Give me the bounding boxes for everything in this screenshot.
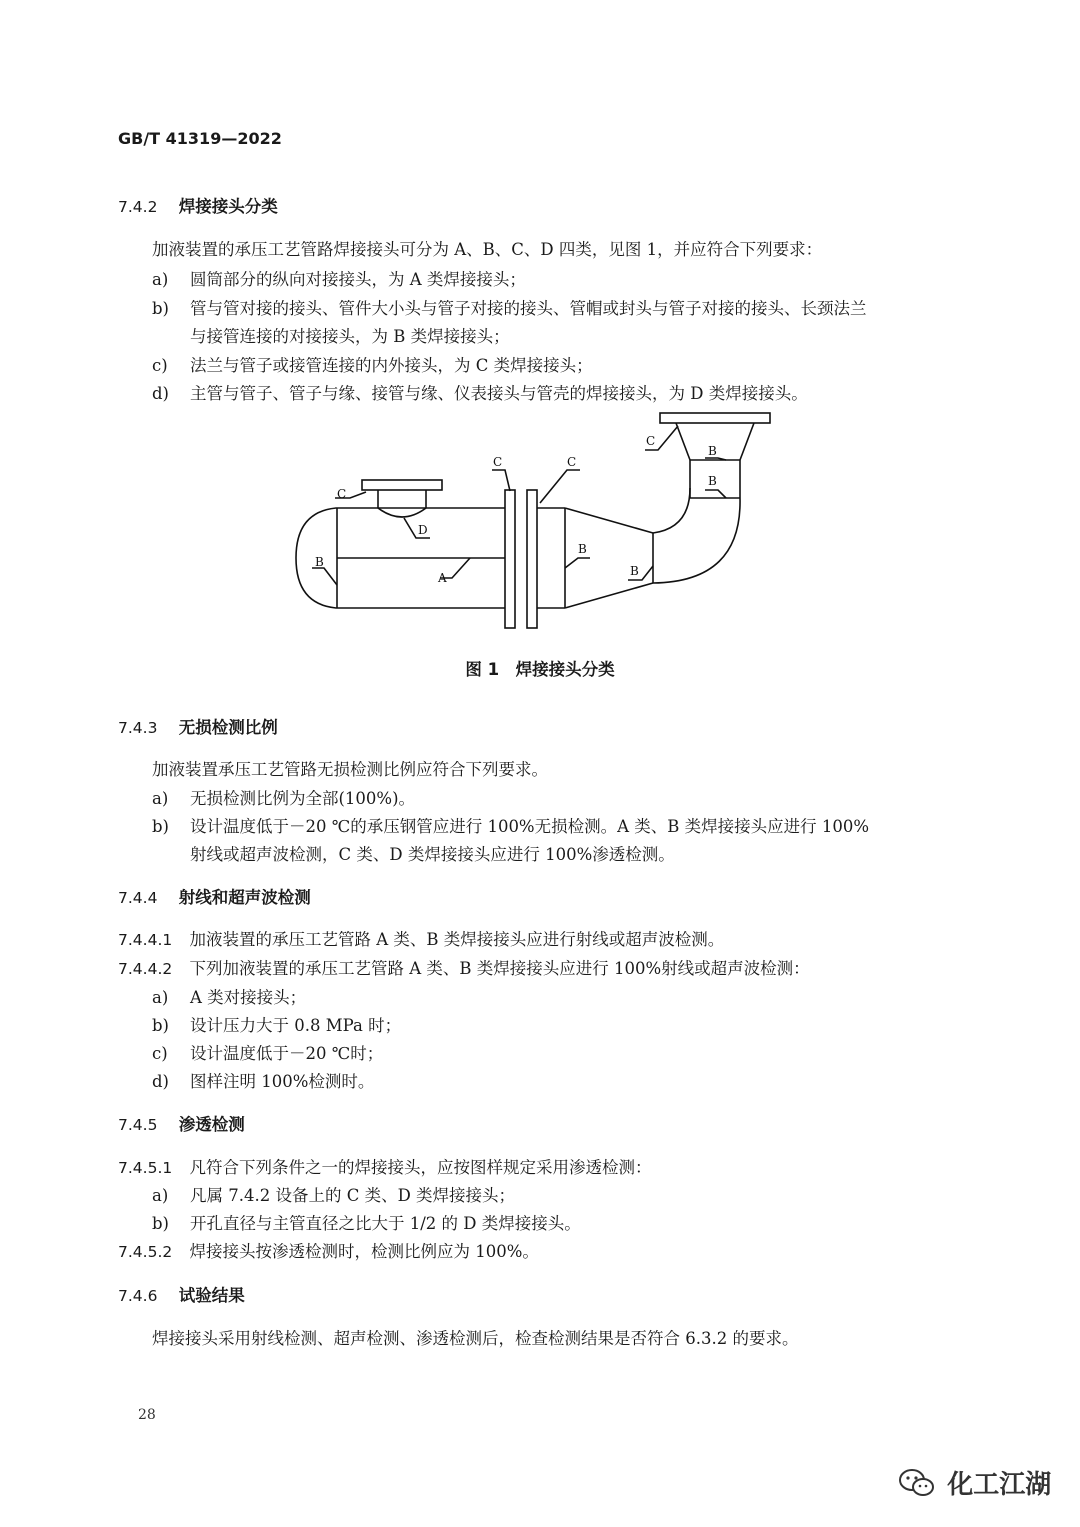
section-number: 7.4.4 xyxy=(118,889,158,907)
label-b: B xyxy=(708,474,717,488)
clause-number: 7.4.5.1 xyxy=(118,1159,173,1177)
list-label: a) xyxy=(152,789,169,808)
list-text: 开孔直径与主管直径之比大于 1/2 的 D 类焊接接头。 xyxy=(190,1214,581,1233)
leader-b xyxy=(312,568,337,585)
clause-text: 加液装置的承压工艺管路 A 类、B 类焊接接头应进行射线或超声波检测。 xyxy=(189,930,725,949)
nozzle-flange xyxy=(362,480,442,490)
list-label: b) xyxy=(152,1214,169,1233)
reducer-top xyxy=(565,508,653,533)
section-title: 渗透检测 xyxy=(178,1115,245,1134)
list-item xyxy=(152,785,415,809)
paragraph: 焊接接头采用射线检测、超声检测、渗透检测后，检查检测结果是否符合 6.3.2 的要求。 xyxy=(152,1329,799,1348)
section-7-4-4-heading xyxy=(118,884,311,908)
clause-number: 7.4.4.2 xyxy=(118,960,173,978)
section-title: 无损检测比例 xyxy=(178,718,278,737)
section-7-4-3-heading xyxy=(118,714,278,738)
list-item xyxy=(152,352,593,376)
section-title: 射线和超声波检测 xyxy=(178,888,311,907)
standard-code: GB/T 41319—2022 xyxy=(118,129,282,148)
label-b: B xyxy=(578,542,587,556)
list-text: 设计温度低于－20 ℃时； xyxy=(190,1044,384,1063)
list-item xyxy=(152,380,808,404)
list-label: c) xyxy=(152,356,168,375)
list-item xyxy=(152,813,869,837)
cone-wall xyxy=(676,423,690,460)
weld-joint-diagram xyxy=(280,405,800,640)
clause-text: 凡符合下列条件之一的焊接接头，应按图样规定采用渗透检测： xyxy=(189,1158,652,1177)
section-7-4-5-heading xyxy=(118,1111,245,1135)
figure-caption: 图 1 焊接接头分类 xyxy=(465,660,615,679)
list-text: 法兰与管子或接管连接的内外接头，为 C 类焊接接头； xyxy=(190,356,593,375)
label-c: C xyxy=(646,434,656,448)
label-a: A xyxy=(438,571,447,585)
watermark-text: 化工江湖 xyxy=(947,1470,1052,1500)
paragraph: 加液装置承压工艺管路无损检测比例应符合下列要求。 xyxy=(152,760,548,779)
page-number: 28 xyxy=(138,1407,156,1423)
flange-right xyxy=(527,490,537,628)
label-d: D xyxy=(418,523,428,537)
list-text: 设计温度低于－20 ℃的承压钢管应进行 100%无损检测。A 类、B 类焊接接头应进行 100% xyxy=(190,817,870,836)
section-7-4-2-heading xyxy=(118,193,278,217)
list-text: 设计压力大于 0.8 MPa 时； xyxy=(190,1016,402,1035)
section-number: 7.4.6 xyxy=(118,1287,158,1305)
section-number: 7.4.5 xyxy=(118,1116,158,1134)
section-title: 试验结果 xyxy=(178,1286,245,1305)
list-item xyxy=(152,984,306,1008)
leader-b xyxy=(565,558,590,568)
list-label: a) xyxy=(152,1186,169,1205)
list-label: b) xyxy=(152,1016,169,1035)
list-item xyxy=(152,295,867,319)
reducer-bottom xyxy=(565,583,653,608)
section-number: 7.4.3 xyxy=(118,719,158,737)
section-title: 焊接接头分类 xyxy=(178,197,278,216)
list-item xyxy=(152,1040,383,1064)
list-text: 圆筒部分的纵向对接接头，为 A 类焊接接头； xyxy=(190,270,526,289)
clause-number: 7.4.4.1 xyxy=(118,931,173,949)
list-label: a) xyxy=(152,270,169,289)
list-item xyxy=(152,266,526,290)
clause-7-4-4-2 xyxy=(118,955,810,979)
section-number: 7.4.2 xyxy=(118,198,158,216)
wechat-icon xyxy=(898,1467,936,1499)
leader-b xyxy=(705,490,726,498)
label-b: B xyxy=(315,555,324,569)
leader-c xyxy=(540,470,580,503)
clause-7-4-4-1 xyxy=(118,926,724,950)
clause-7-4-5-2 xyxy=(118,1238,539,1262)
clause-text: 下列加液装置的承压工艺管路 A 类、B 类焊接接头应进行 100%射线或超声波检测： xyxy=(189,959,810,978)
list-text: 图样注明 100%检测时。 xyxy=(190,1072,375,1091)
list-text: 主管与管子、管子与缘、接管与缘、仪表接头与管壳的焊接接头，为 D 类焊接接头。 xyxy=(190,384,808,403)
clause-7-4-5-1 xyxy=(118,1154,651,1178)
list-text: 管与管对接的接头、管件大小头与管子对接的接头、管帽或封头与管子对接的接头、长颈法兰 xyxy=(190,299,867,318)
list-text-continued: 射线或超声波检测，C 类、D 类焊接接头应进行 100%渗透检测。 xyxy=(190,845,675,864)
paragraph: 加液装置的承压工艺管路焊接接头可分为 A、B、C、D 四类，见图 1，并应符合下列要求： xyxy=(152,240,823,259)
clause-text: 焊接接头按渗透检测时，检测比例应为 100%。 xyxy=(189,1242,539,1261)
list-label: c) xyxy=(152,1044,168,1063)
label-c: C xyxy=(567,455,577,469)
list-label: a) xyxy=(152,988,169,1007)
list-label: b) xyxy=(152,817,169,836)
label-b: B xyxy=(630,564,639,578)
elbow-inner xyxy=(653,488,690,533)
label-b: B xyxy=(708,444,717,458)
flange-left xyxy=(505,490,515,628)
list-item xyxy=(152,1182,515,1206)
list-text: A 类对接接头； xyxy=(190,988,307,1007)
section-7-4-6-heading xyxy=(118,1282,245,1306)
label-c: C xyxy=(493,455,503,469)
elbow-outer xyxy=(653,498,740,583)
list-label: d) xyxy=(152,384,169,403)
list-item xyxy=(152,1068,374,1092)
list-item xyxy=(152,1210,581,1234)
d-joint-bulge xyxy=(378,508,426,517)
list-item xyxy=(152,1012,401,1036)
leader-c xyxy=(492,470,510,491)
list-text: 无损检测比例为全部(100%)。 xyxy=(190,789,416,808)
clause-number: 7.4.5.2 xyxy=(118,1243,173,1261)
list-label: d) xyxy=(152,1072,169,1091)
cone-wall xyxy=(740,423,754,460)
label-c: C xyxy=(337,487,347,501)
watermark xyxy=(898,1464,1051,1501)
list-text-continued: 与接管连接的对接接头，为 B 类焊接接头； xyxy=(190,327,510,346)
list-label: b) xyxy=(152,299,169,318)
top-flange xyxy=(660,413,770,423)
list-text: 凡属 7.4.2 设备上的 C 类、D 类焊接接头； xyxy=(190,1186,516,1205)
